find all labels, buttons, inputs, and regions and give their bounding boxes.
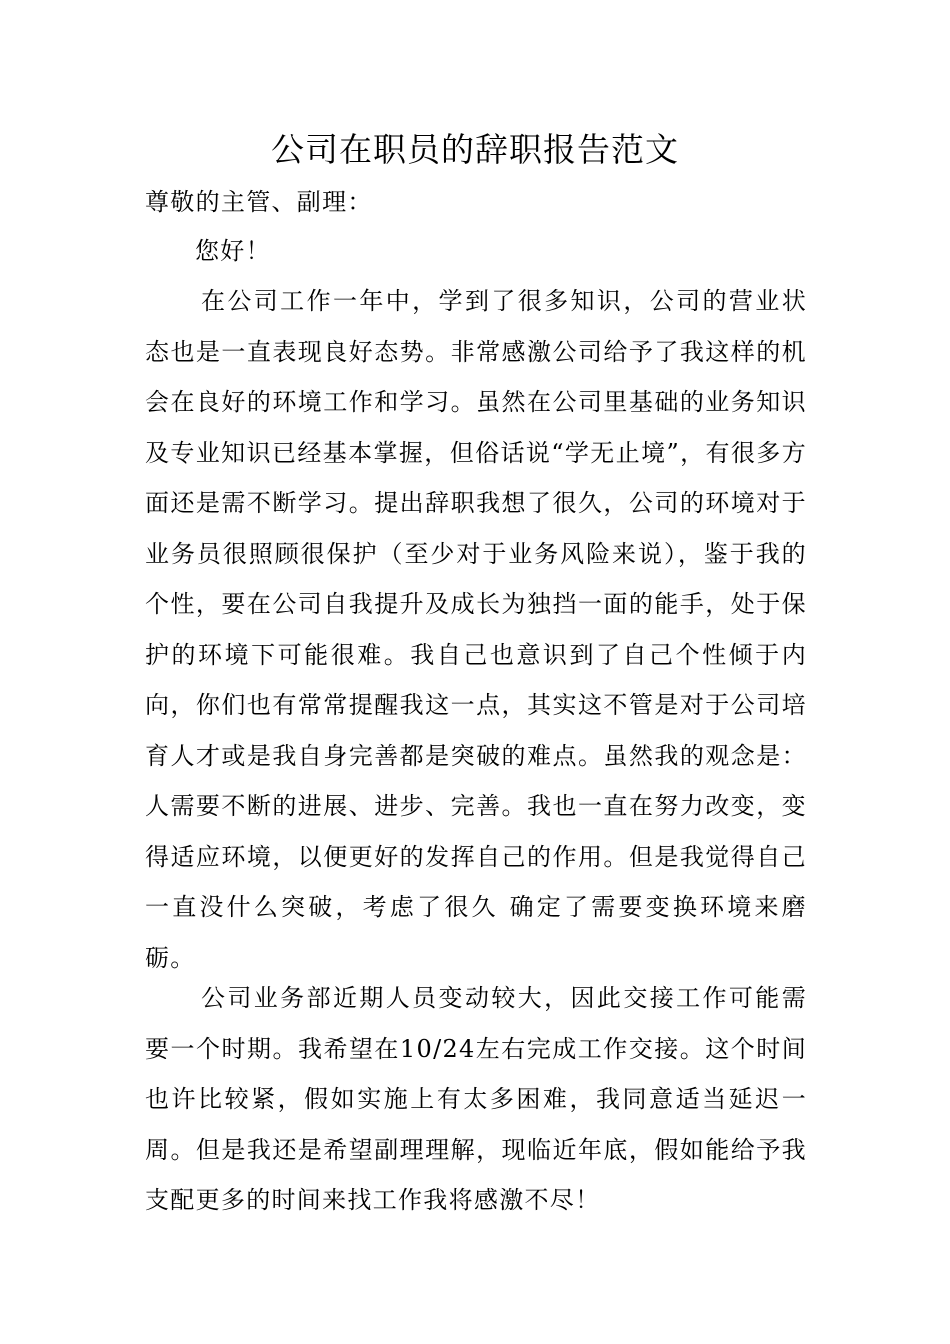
- body-paragraph-1: 在公司工作一年中，学到了很多知识，公司的营业状态也是一直表现良好态势。非常感激公司给予了我这样的机会在良好的环境工作和学习。虽然在公司里基础的业务知识及专业知识已经基本掌握，但俗话说“学无止境”，有很多方面还是需不断学习。提出辞职我想了很久，公司的环境对于业务员很照顾很保护（至少对于业务风险来说），鉴于我的个性，要在公司自我提升及成长为独挡一面的能手，处于保护的环境下可能很难。我自己也意识到了自己个性倾于内向，你们也有常常提醒我这一点，其实这不管是对于公司培育人才或是我自身完善都是突破的难点。虽然我的观念是：人需要不断的进展、进步、完善。我也一直在努力改变，变得适应环境，以便更好的发挥自己的作用。但是我觉得自己一直没什么突破，考虑了很久 确定了需要变换环境来磨砺。: [145, 287, 807, 972]
- body-paragraph-2: 公司业务部近期人员变动较大，因此交接工作可能需要一个时期。我希望在10/24左右完成工作交接。这个时间也许比较紧，假如实施上有太多困难，我同意适当延迟一周。但是我还是希望副理理解，现临近年底，假如能给予我支配更多的时间来找工作我将感激不尽！: [145, 984, 807, 1214]
- document-title: 公司在职员的辞职报告范文: [271, 130, 679, 169]
- greeting: 您好！: [195, 237, 271, 265]
- salutation: 尊敬的主管、副理：: [145, 188, 373, 216]
